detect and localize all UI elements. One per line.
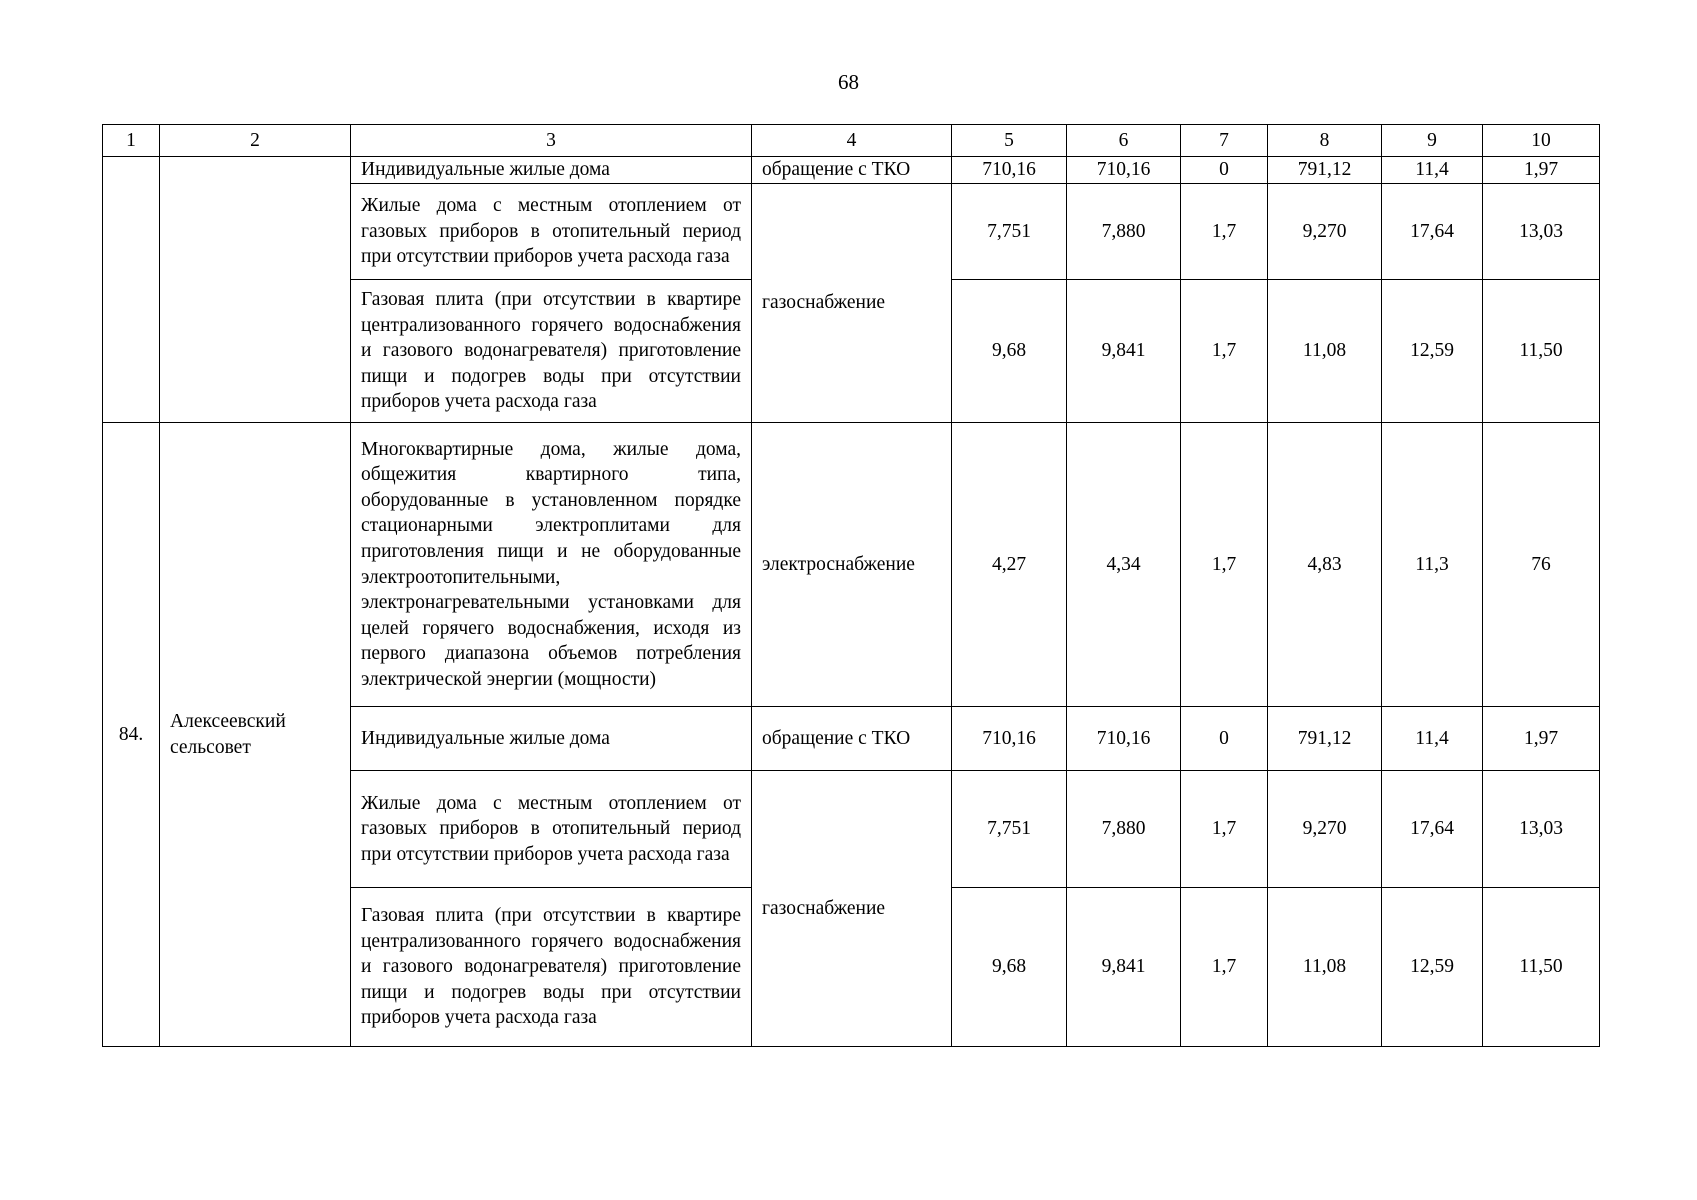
value-cell-col-6: 9,841: [1067, 888, 1181, 1047]
value-cell-col-10: 13,03: [1483, 771, 1600, 888]
category-description-cell: Жилые дома с местным отоплением от газовых приборов в отопительный период при отсутствии приборов учета расхода газа: [351, 184, 752, 280]
value-cell-col-8: 4,83: [1268, 423, 1382, 707]
value-cell-col-10: 11,50: [1483, 888, 1600, 1047]
value-cell-col-8: 791,12: [1268, 157, 1382, 184]
column-header: 2: [160, 125, 351, 157]
value-cell-col-8: 9,270: [1268, 184, 1382, 280]
table-row: [103, 157, 1600, 184]
value-cell-col-7: 1,7: [1181, 771, 1268, 888]
value-cell-col-5: 710,16: [952, 157, 1067, 184]
page-number: 68: [838, 70, 859, 94]
column-header: 5: [952, 125, 1067, 157]
column-header: 8: [1268, 125, 1382, 157]
value-cell-col-9: 11,4: [1382, 157, 1483, 184]
value-cell-col-7: 1,7: [1181, 423, 1268, 707]
value-cell-col-5: 9,68: [952, 280, 1067, 423]
column-header: 6: [1067, 125, 1181, 157]
utility-service-cell: газоснабжение: [752, 184, 952, 423]
value-cell-col-10: 1,97: [1483, 157, 1600, 184]
value-cell-col-7: 1,7: [1181, 184, 1268, 280]
table-row: [103, 423, 1600, 707]
value-cell-col-5: 4,27: [952, 423, 1067, 707]
value-cell-col-9: 17,64: [1382, 184, 1483, 280]
value-cell-col-7: 0: [1181, 157, 1268, 184]
utility-service-cell: обращение с ТКО: [752, 707, 952, 771]
value-cell-col-9: 11,4: [1382, 707, 1483, 771]
value-cell-col-7: 1,7: [1181, 888, 1268, 1047]
utility-service-cell: электроснабжение: [752, 423, 952, 707]
value-cell-col-8: 791,12: [1268, 707, 1382, 771]
value-cell-col-7: 1,7: [1181, 280, 1268, 423]
column-header: 4: [752, 125, 952, 157]
value-cell-col-6: 710,16: [1067, 707, 1181, 771]
settlement-name-cell: Алексеевский сельсовет: [160, 423, 351, 1047]
value-cell-col-10: 76: [1483, 423, 1600, 707]
value-cell-col-6: 4,34: [1067, 423, 1181, 707]
value-cell-col-10: 13,03: [1483, 184, 1600, 280]
value-cell-col-9: 11,3: [1382, 423, 1483, 707]
column-header-row: [103, 125, 1600, 157]
norms-table: [102, 124, 1600, 1047]
value-cell-col-8: 11,08: [1268, 888, 1382, 1047]
value-cell-col-8: 9,270: [1268, 771, 1382, 888]
row-number-cell: 84.: [103, 423, 160, 1047]
column-header: 9: [1382, 125, 1483, 157]
value-cell-col-9: 12,59: [1382, 888, 1483, 1047]
utility-service-cell: обращение с ТКО: [752, 157, 952, 184]
category-description-cell: Газовая плита (при отсутствии в квартире централизованного горячего водоснабжения и газового водонагревателя) приготовление пищи и подогрев воды при отсутствии приборов учета расхода газа: [351, 888, 752, 1047]
category-description-cell: Многоквартирные дома, жилые дома, общежития квартирного типа, оборудованные в установленном порядке стационарными электроплитами для приготовления пищи и не оборудованные электроотопительными, электронагревательными установками для целей горячего водоснабжения, исходя из первого диапазона объемов потребления электрической энергии (мощности): [351, 423, 752, 707]
category-description-cell: Жилые дома с местным отоплением от газовых приборов в отопительный период при отсутствии приборов учета расхода газа: [351, 771, 752, 888]
category-description-cell: Газовая плита (при отсутствии в квартире централизованного горячего водоснабжения и газового водонагревателя) приготовление пищи и подогрев воды при отсутствии приборов учета расхода газа: [351, 280, 752, 423]
column-header: 1: [103, 125, 160, 157]
category-description-cell: Индивидуальные жилые дома: [351, 707, 752, 771]
value-cell-col-9: 17,64: [1382, 771, 1483, 888]
value-cell-col-5: 7,751: [952, 184, 1067, 280]
value-cell-col-6: 7,880: [1067, 771, 1181, 888]
value-cell-col-6: 710,16: [1067, 157, 1181, 184]
column-header: 7: [1181, 125, 1268, 157]
value-cell-col-9: 12,59: [1382, 280, 1483, 423]
settlement-name-cell: [160, 157, 351, 423]
value-cell-col-10: 11,50: [1483, 280, 1600, 423]
value-cell-col-5: 710,16: [952, 707, 1067, 771]
column-header: 3: [351, 125, 752, 157]
utility-service-cell: газоснабжение: [752, 771, 952, 1047]
category-description-cell: Индивидуальные жилые дома: [351, 157, 752, 184]
value-cell-col-7: 0: [1181, 707, 1268, 771]
row-number-cell: [103, 157, 160, 423]
value-cell-col-8: 11,08: [1268, 280, 1382, 423]
table-body: [103, 125, 1600, 1047]
column-header: 10: [1483, 125, 1600, 157]
value-cell-col-10: 1,97: [1483, 707, 1600, 771]
value-cell-col-5: 9,68: [952, 888, 1067, 1047]
value-cell-col-6: 7,880: [1067, 184, 1181, 280]
value-cell-col-6: 9,841: [1067, 280, 1181, 423]
value-cell-col-5: 7,751: [952, 771, 1067, 888]
